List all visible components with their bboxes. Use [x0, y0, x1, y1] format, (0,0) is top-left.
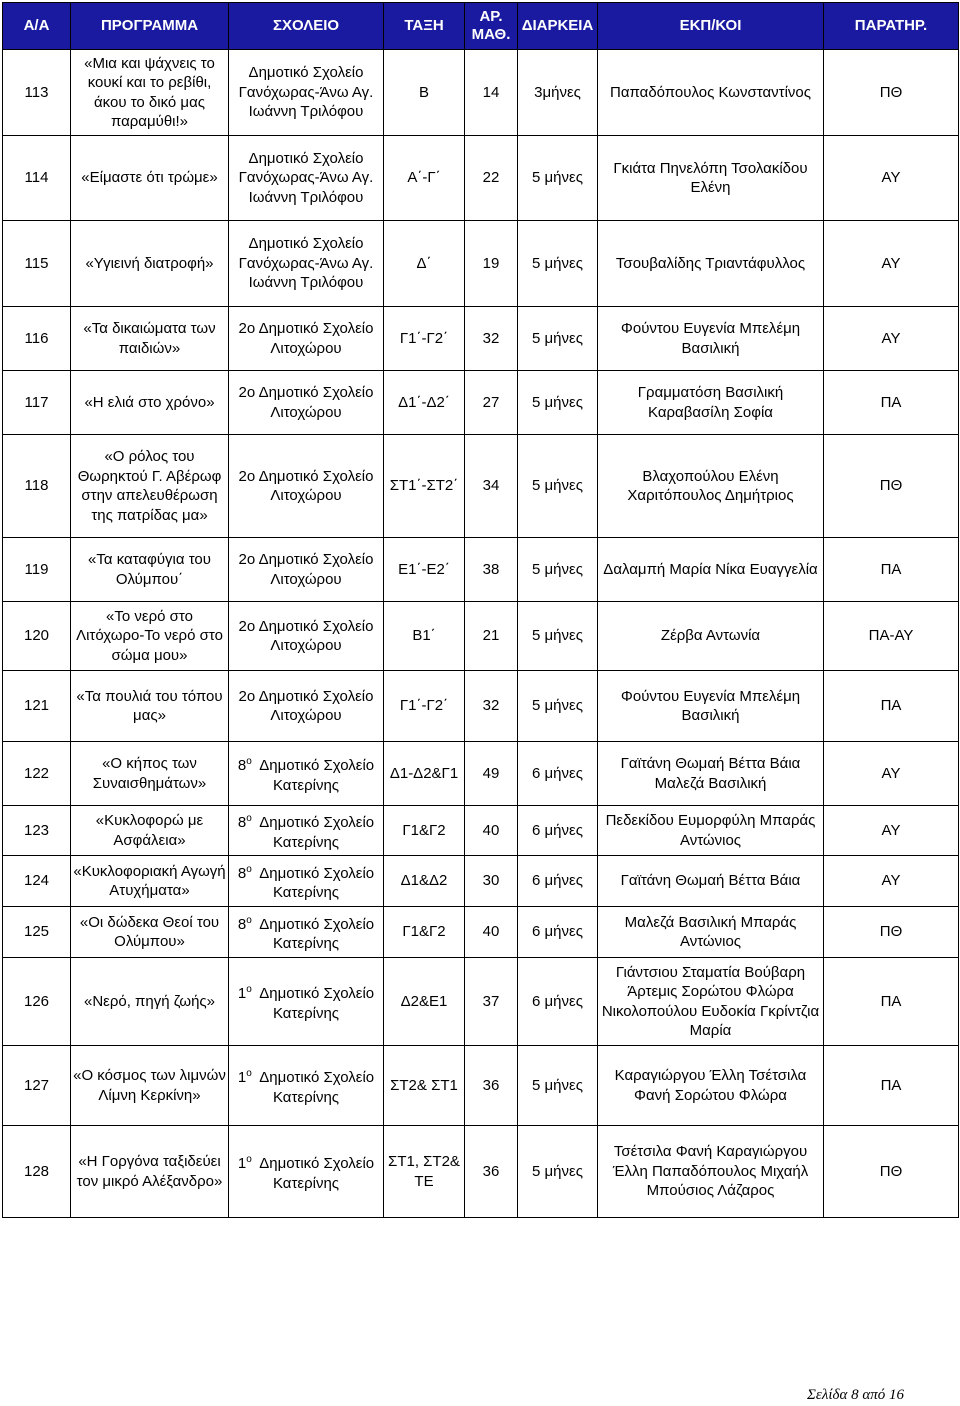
program-cell: «Κυκλοφοριακή Αγωγή Ατυχήματα» — [71, 856, 229, 907]
class-cell: Α΄-Γ΄ — [384, 136, 465, 221]
school-name: Δημοτικό Σχολείο Κατερίνης — [259, 1155, 375, 1192]
row-number: 114 — [3, 136, 71, 221]
header-program: ΠΡΟΓΡΑΜΜΑ — [71, 3, 229, 50]
notes-cell: ΑΥ — [824, 307, 959, 371]
school-cell: 2ο Δημοτικό Σχολείο Λιτοχώρου — [229, 435, 384, 538]
school-cell — [229, 856, 384, 907]
school-ordinal: ο — [246, 1154, 252, 1165]
school-cell: Δημοτικό Σχολείο Γανόχωρας-Άνω Αγ. Ιωάννη Τριλόφου — [229, 50, 384, 136]
duration-cell: 5 μήνες — [518, 307, 598, 371]
table-row — [3, 602, 959, 671]
teachers-cell: Γαϊτάνη Θωμαή Βέττα Βάια Μαλεζά Βασιλική — [598, 742, 824, 806]
duration-cell: 6 μήνες — [518, 907, 598, 958]
school-number: 1 — [237, 1069, 247, 1086]
table-row — [3, 1046, 959, 1126]
school-ordinal: ο — [246, 863, 252, 875]
students-cell: 22 — [465, 136, 518, 221]
students-cell: 14 — [465, 50, 518, 136]
duration-cell: 3μήνες — [518, 50, 598, 136]
students-cell: 21 — [465, 602, 518, 671]
notes-cell: ΠΘ — [824, 435, 959, 538]
duration-cell: 6 μήνες — [518, 806, 598, 856]
program-cell: «Ο κόσμος των λιμνών Λίμνη Κερκίνη» — [71, 1046, 229, 1126]
table-row — [3, 50, 959, 136]
school-number: 1 — [237, 985, 247, 1002]
row-number: 128 — [3, 1126, 71, 1218]
row-number: 125 — [3, 907, 71, 958]
notes-cell: ΑΥ — [824, 136, 959, 221]
notes-cell: ΠΑ — [824, 958, 959, 1046]
header-row — [3, 3, 959, 50]
class-cell: Δ΄ — [384, 221, 465, 307]
school-name: Δημοτικό Σχολείο Κατερίνης — [259, 1069, 375, 1106]
school-cell — [229, 1126, 384, 1218]
duration-cell: 6 μήνες — [518, 742, 598, 806]
class-cell: Β — [384, 50, 465, 136]
table-row — [3, 671, 959, 742]
students-cell: 34 — [465, 435, 518, 538]
students-cell: 32 — [465, 671, 518, 742]
school-number: 8 — [237, 757, 247, 774]
students-cell: 32 — [465, 307, 518, 371]
class-cell: Β1΄ — [384, 602, 465, 671]
program-cell: «Οι δώδεκα Θεοί του Ολύμπου» — [71, 907, 229, 958]
table-row — [3, 538, 959, 602]
school-cell: 2ο Δημοτικό Σχολείο Λιτοχώρου — [229, 602, 384, 671]
program-cell: «Είμαστε ότι τρώμε» — [71, 136, 229, 221]
school-ordinal: ο — [246, 1068, 252, 1079]
table-row — [3, 307, 959, 371]
row-number: 120 — [3, 602, 71, 671]
duration-cell: 5 μήνες — [518, 671, 598, 742]
program-cell: «Ο κήπος των Συναισθημάτων» — [71, 742, 229, 806]
header-class: ΤΑΞΗ — [384, 3, 465, 50]
school-name: Δημοτικό Σχολείο Κατερίνης — [259, 985, 375, 1022]
school-cell — [229, 958, 384, 1046]
school-ordinal: ο — [246, 813, 252, 824]
class-cell: Γ1΄-Γ2΄ — [384, 307, 465, 371]
notes-cell: ΠΘ — [824, 1126, 959, 1218]
row-number: 115 — [3, 221, 71, 307]
header-school: ΣΧΟΛΕΙΟ — [229, 3, 384, 50]
row-number: 127 — [3, 1046, 71, 1126]
school-cell: 2ο Δημοτικό Σχολείο Λιτοχώρου — [229, 371, 384, 435]
school-cell — [229, 806, 384, 856]
school-cell: Δημοτικό Σχολείο Γανόχωρας-Άνω Αγ. Ιωάννη Τριλόφου — [229, 136, 384, 221]
school-number: 1 — [237, 1155, 247, 1172]
program-cell: «Κυκλοφορώ με Ασφάλεια» — [71, 806, 229, 856]
school-name: Δημοτικό Σχολείο Κατερίνης — [259, 757, 375, 794]
header-notes: ΠΑΡΑΤΗΡ. — [824, 3, 959, 50]
students-cell: 40 — [465, 907, 518, 958]
program-cell: «Ο ρόλος του Θωρηκτού Γ. Αβέρωφ στην απελευθέρωση της πατρίδας μα» — [71, 435, 229, 538]
row-number: 113 — [3, 50, 71, 136]
programs-table — [2, 2, 959, 1218]
school-name: Δημοτικό Σχολείο Κατερίνης — [259, 814, 375, 851]
notes-cell: ΑΥ — [824, 856, 959, 907]
row-number: 126 — [3, 958, 71, 1046]
students-cell: 30 — [465, 856, 518, 907]
notes-cell: ΠΘ — [824, 50, 959, 136]
teachers-cell: Μαλεζά Βασιλική Μπαράς Αντώνιος — [598, 907, 824, 958]
teachers-cell: Ζέρβα Αντωνία — [598, 602, 824, 671]
notes-cell: ΠΘ — [824, 907, 959, 958]
school-cell: 2ο Δημοτικό Σχολείο Λιτοχώρου — [229, 307, 384, 371]
class-cell: ΣΤ1΄-ΣΤ2΄ — [384, 435, 465, 538]
class-cell: Δ2&Ε1 — [384, 958, 465, 1046]
class-cell: ΣΤ1, ΣΤ2& ΤΕ — [384, 1126, 465, 1218]
header-duration: ΔΙΑΡΚΕΙΑ — [518, 3, 598, 50]
teachers-cell: Πεδεκίδου Ευμορφύλη Μπαράς Αντώνιος — [598, 806, 824, 856]
teachers-cell: Φούντου Ευγενία Μπελέμη Βασιλική — [598, 307, 824, 371]
students-cell: 19 — [465, 221, 518, 307]
notes-cell: ΑΥ — [824, 742, 959, 806]
notes-cell: ΠΑ — [824, 371, 959, 435]
program-cell: «Υγιεινή διατροφή» — [71, 221, 229, 307]
teachers-cell: Δαλαμπή Μαρία Νίκα Ευαγγελία — [598, 538, 824, 602]
class-cell: Γ1΄-Γ2΄ — [384, 671, 465, 742]
program-cell: «Το νερό στο Λιτόχωρο-Το νερό στο σώμα μου» — [71, 602, 229, 671]
program-cell: «Τα πουλιά του τόπου μας» — [71, 671, 229, 742]
program-cell: «Τα δικαιώματα των παιδιών» — [71, 307, 229, 371]
table-row — [3, 907, 959, 958]
teachers-cell: Γκιάτα Πηνελόπη Τσολακίδου Ελένη — [598, 136, 824, 221]
table-row — [3, 856, 959, 907]
page-footer: Σελίδα 8 από 16 — [807, 1387, 904, 1403]
school-ordinal: ο — [246, 984, 252, 995]
students-cell: 49 — [465, 742, 518, 806]
class-cell: Δ1-Δ2&Γ1 — [384, 742, 465, 806]
teachers-cell: Τσουβαλίδης Τριαντάφυλλος — [598, 221, 824, 307]
notes-cell: ΑΥ — [824, 806, 959, 856]
duration-cell: 5 μήνες — [518, 221, 598, 307]
duration-cell: 6 μήνες — [518, 856, 598, 907]
duration-cell: 5 μήνες — [518, 136, 598, 221]
class-cell: Γ1&Γ2 — [384, 806, 465, 856]
school-cell — [229, 742, 384, 806]
school-name: Δημοτικό Σχολείο Κατερίνης — [259, 864, 375, 901]
program-cell: «Νερό, πηγή ζωής» — [71, 958, 229, 1046]
table-row — [3, 958, 959, 1046]
table-row — [3, 806, 959, 856]
school-ordinal: ο — [246, 756, 252, 767]
teachers-cell: Γραμματόση Βασιλική Καραβασίλη Σοφία — [598, 371, 824, 435]
class-cell: Ε1΄-Ε2΄ — [384, 538, 465, 602]
teachers-cell: Γαϊτάνη Θωμαή Βέττα Βάια — [598, 856, 824, 907]
notes-cell: ΠΑ — [824, 1046, 959, 1126]
header-teachers: ΕΚΠ/ΚΟΙ — [598, 3, 824, 50]
row-number: 117 — [3, 371, 71, 435]
duration-cell: 5 μήνες — [518, 538, 598, 602]
class-cell: ΣΤ2& ΣΤ1 — [384, 1046, 465, 1126]
school-cell — [229, 1046, 384, 1126]
notes-cell: ΠΑ-ΑΥ — [824, 602, 959, 671]
row-number: 116 — [3, 307, 71, 371]
school-cell: 2ο Δημοτικό Σχολείο Λιτοχώρου — [229, 538, 384, 602]
duration-cell: 6 μήνες — [518, 958, 598, 1046]
program-cell: «Η Γοργόνα ταξιδεύει τον μικρό Αλέξανδρο» — [71, 1126, 229, 1218]
row-number: 122 — [3, 742, 71, 806]
school-cell — [229, 907, 384, 958]
program-cell: «Τα καταφύγια του Ολύμπου΄ — [71, 538, 229, 602]
table-row — [3, 136, 959, 221]
teachers-cell: Γιάντσιου Σταματία Βούβαρη Άρτεμις Σορώτου Φλώρα Νικολοπούλου Ευδοκία Γκρίντζια Μαρία — [598, 958, 824, 1046]
class-cell: Δ1΄-Δ2΄ — [384, 371, 465, 435]
students-cell: 40 — [465, 806, 518, 856]
table-row — [3, 371, 959, 435]
school-cell: Δημοτικό Σχολείο Γανόχωρας-Άνω Αγ. Ιωάννη Τριλόφου — [229, 221, 384, 307]
teachers-cell: Παπαδόπουλος Κωνσταντίνος — [598, 50, 824, 136]
table-row — [3, 435, 959, 538]
table-row — [3, 1126, 959, 1218]
duration-cell: 5 μήνες — [518, 602, 598, 671]
notes-cell: ΑΥ — [824, 221, 959, 307]
duration-cell: 5 μήνες — [518, 371, 598, 435]
school-cell: 2ο Δημοτικό Σχολείο Λιτοχώρου — [229, 671, 384, 742]
school-number: 8 — [237, 915, 247, 933]
duration-cell: 5 μήνες — [518, 1126, 598, 1218]
row-number: 124 — [3, 856, 71, 907]
school-name: Δημοτικό Σχολείο Κατερίνης — [259, 915, 375, 952]
table-row — [3, 742, 959, 806]
row-number: 119 — [3, 538, 71, 602]
header-aa: Α/Α — [3, 3, 71, 50]
teachers-cell: Καραγιώργου Έλλη Τσέτσιλα Φανή Σορώτου Φλώρα — [598, 1046, 824, 1126]
teachers-cell: Τσέτσιλα Φανή Καραγιώργου Έλλη Παπαδόπουλος Μιχαήλ Μπούσιος Λάζαρος — [598, 1126, 824, 1218]
students-cell: 27 — [465, 371, 518, 435]
class-cell: Γ1&Γ2 — [384, 907, 465, 958]
school-number: 8 — [237, 864, 247, 882]
row-number: 121 — [3, 671, 71, 742]
students-cell: 38 — [465, 538, 518, 602]
row-number: 123 — [3, 806, 71, 856]
header-students: ΑΡ. ΜΑΘ. — [465, 3, 518, 50]
duration-cell: 5 μήνες — [518, 1046, 598, 1126]
notes-cell: ΠΑ — [824, 538, 959, 602]
students-cell: 37 — [465, 958, 518, 1046]
table-row — [3, 221, 959, 307]
teachers-cell: Φούντου Ευγενία Μπελέμη Βασιλική — [598, 671, 824, 742]
teachers-cell: Βλαχοπούλου Ελένη Χαριτόπουλος Δημήτριος — [598, 435, 824, 538]
students-cell: 36 — [465, 1126, 518, 1218]
duration-cell: 5 μήνες — [518, 435, 598, 538]
school-number: 8 — [237, 814, 247, 831]
notes-cell: ΠΑ — [824, 671, 959, 742]
row-number: 118 — [3, 435, 71, 538]
program-cell: «Μια και ψάχνεις το κουκί και το ρεβίθι, άκου το δικό μας παραμύθι!» — [71, 50, 229, 136]
students-cell: 36 — [465, 1046, 518, 1126]
class-cell: Δ1&Δ2 — [384, 856, 465, 907]
program-cell: «Η ελιά στο χρόνο» — [71, 371, 229, 435]
school-ordinal: ο — [246, 914, 252, 926]
